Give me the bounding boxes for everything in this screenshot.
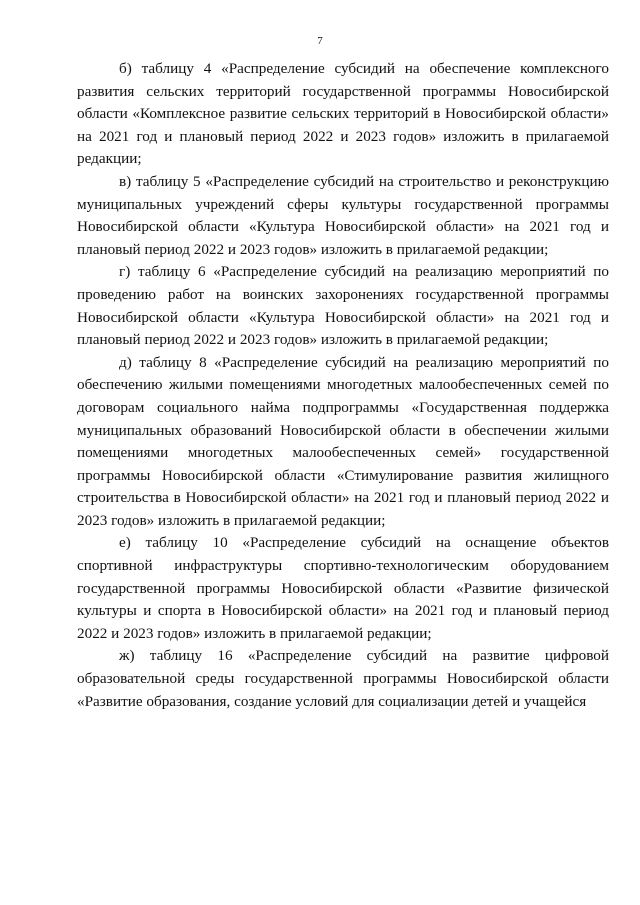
paragraph-b: б) таблицу 4 «Распределение субсидий на обеспечение комплексного развития сельских территорий государственной программы Новосибирской области «Комплексное развитие сельских территорий в Новосибирской области» на 2021 год и плановый период 2022 и 2023 годов» изложить в прилагаемой редакции;	[77, 60, 609, 168]
paragraph-d: д) таблицу 8 «Распределение субсидий на реализацию мероприятий по обеспечению жилыми помещениями многодетных малообеспеченных семей по договорам социального найма подпрограммы «Государственная поддержка муниципальных образований Новосибирской области в обеспечении жилыми помещениями многодетных малообеспеченных семей» государственной программы Новосибирской области «Стимулирование развития жилищного строительства в Новосибирской области» на 2021 год и плановый период 2022 и 2023 годов» изложить в прилагаемой редакции;	[77, 353, 609, 529]
paragraph-g: г) таблицу 6 «Распределение субсидий на реализацию мероприятий по проведению работ на воинских захоронениях государственной программы Новосибирской области «Культура Новосибирской области» на 2021 год и плановый период 2022 и 2023 годов» изложить в прилагаемой редакции;	[77, 263, 609, 349]
document-body	[77, 58, 609, 713]
paragraph-v: в) таблицу 5 «Распределение субсидий на строительство и реконструкцию муниципальных учреждений сферы культуры государственной программы Новосибирской области «Культура Новосибирской области» на 2021 год и плановый период 2022 и 2023 годов» изложить в прилагаемой редакции;	[77, 172, 609, 258]
page-number: 7	[317, 35, 323, 47]
paragraph-zh: ж) таблицу 16 «Распределение субсидий на развитие цифровой образовательной среды государственной программы Новосибирской области «Развитие образования, создание условий для социализации детей и учащейся	[77, 647, 609, 710]
paragraph-e: е) таблицу 10 «Распределение субсидий на оснащение объектов спортивной инфраструктуры спортивно-технологическим оборудованием государственной программы Новосибирской области «Развитие физической культуры и спорта в Новосибирской области» на 2021 год и плановый период 2022 и 2023 годов» изложить в прилагаемой редакции;	[77, 534, 609, 642]
